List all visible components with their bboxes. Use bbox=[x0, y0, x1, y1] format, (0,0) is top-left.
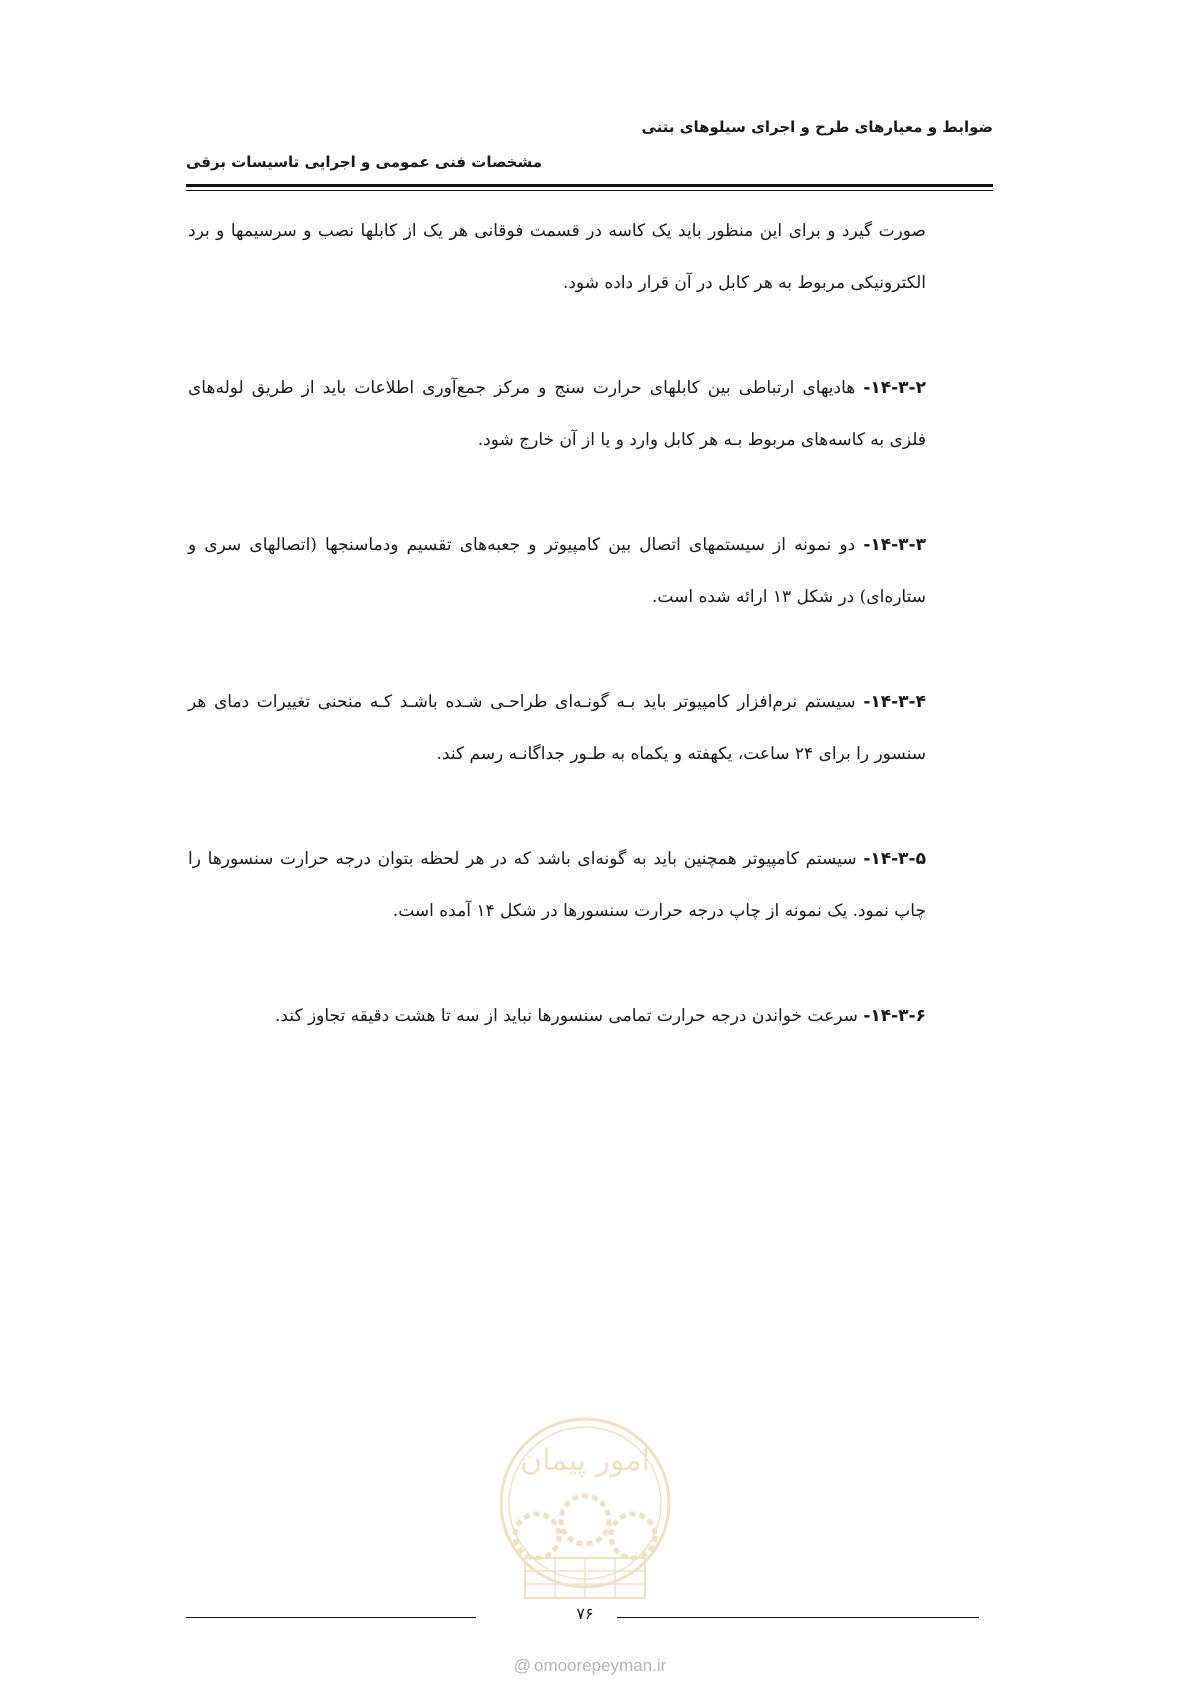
paragraph-text: صورت گیرد و برای این منظور باید یک کاسه در قسمت فوقانی هر یک از کابلها نصب و سرسیمها و برد الکترونیکی مربوط به هر کابل در آن قرار داده شود. bbox=[188, 221, 926, 293]
paragraph-continuation bbox=[188, 205, 926, 309]
paragraph-14-3-2 bbox=[188, 362, 926, 466]
paragraph-text: سیستم کامپیوتر همچنین باید به گونه‌ای باشد که در هر لحظه بتوان درجه حرارت سنسورها را چاپ نمود. یک نمونه از چاپ درجه حرارت سنسورها در شکل ۱۴ آمده است. bbox=[188, 849, 926, 921]
page-number: ۷۶ bbox=[576, 1604, 594, 1623]
footer-rule-left bbox=[186, 1617, 476, 1618]
paragraph-text: سیستم نرم‌افزار کامپیوتر باید بـه گونـه‌ای طراحـی شـده باشـد کـه منحنی تغییرات دمای هر سنسور را برای ۲۴ ساعت، یکهفته و یکماه به طـور جداگانـه رسم کند. bbox=[188, 692, 926, 764]
paragraph-text: دو نمونه از سیستمهای اتصال بین کامپیوتر و جعبه‌های تقسیم ودماسنجها (اتصالهای سری و ستاره‌ای) در شکل ۱۳ ارائه شده است. bbox=[188, 535, 926, 607]
header-title: ضوابط و معیارهای طرح و اجرای سیلوهای بتنی bbox=[641, 118, 993, 136]
paragraph-number: ۱۴-۳-۳- bbox=[863, 535, 926, 555]
omoore-peyman-seal-icon bbox=[495, 1408, 675, 1608]
logo-text: امور پیمان bbox=[520, 1443, 650, 1478]
header-rule-thin bbox=[186, 190, 993, 191]
at-sign-icon: @ bbox=[513, 1656, 531, 1675]
paragraph-number: ۱۴-۳-۶- bbox=[863, 1006, 926, 1026]
paragraph-14-3-6 bbox=[188, 990, 926, 1042]
paragraph-number: ۱۴-۳-۴- bbox=[863, 692, 926, 712]
header-subtitle: مشخصات فنی عمومی و اجرایی تاسیسات برقی bbox=[186, 153, 543, 171]
paragraph-number: ۱۴-۳-۵- bbox=[863, 849, 926, 869]
watermark bbox=[470, 1656, 710, 1676]
paragraph-number: ۱۴-۳-۲- bbox=[863, 378, 926, 398]
paragraph-14-3-4 bbox=[188, 676, 926, 780]
paragraph-text: هادیهای ارتباطی بین کابلهای حرارت سنج و مرکز جمع‌آوری اطلاعات باید از طریق لوله‌های فلزی به کاسه‌های مربوط بـه هر کابل وارد و یا از آن خارج شود. bbox=[188, 378, 926, 450]
paragraph-14-3-5 bbox=[188, 833, 926, 937]
body-text bbox=[188, 205, 926, 1095]
paragraph-14-3-3 bbox=[188, 519, 926, 623]
watermark-text: omoorepeyman.ir bbox=[533, 1656, 667, 1675]
paragraph-text: سرعت خواندن درجه حرارت تمامی سنسورها نباید از سه تا هشت دقیقه تجاوز کند. bbox=[275, 1006, 864, 1026]
footer-rule-right bbox=[617, 1617, 979, 1618]
header-rule-thick bbox=[186, 184, 993, 187]
